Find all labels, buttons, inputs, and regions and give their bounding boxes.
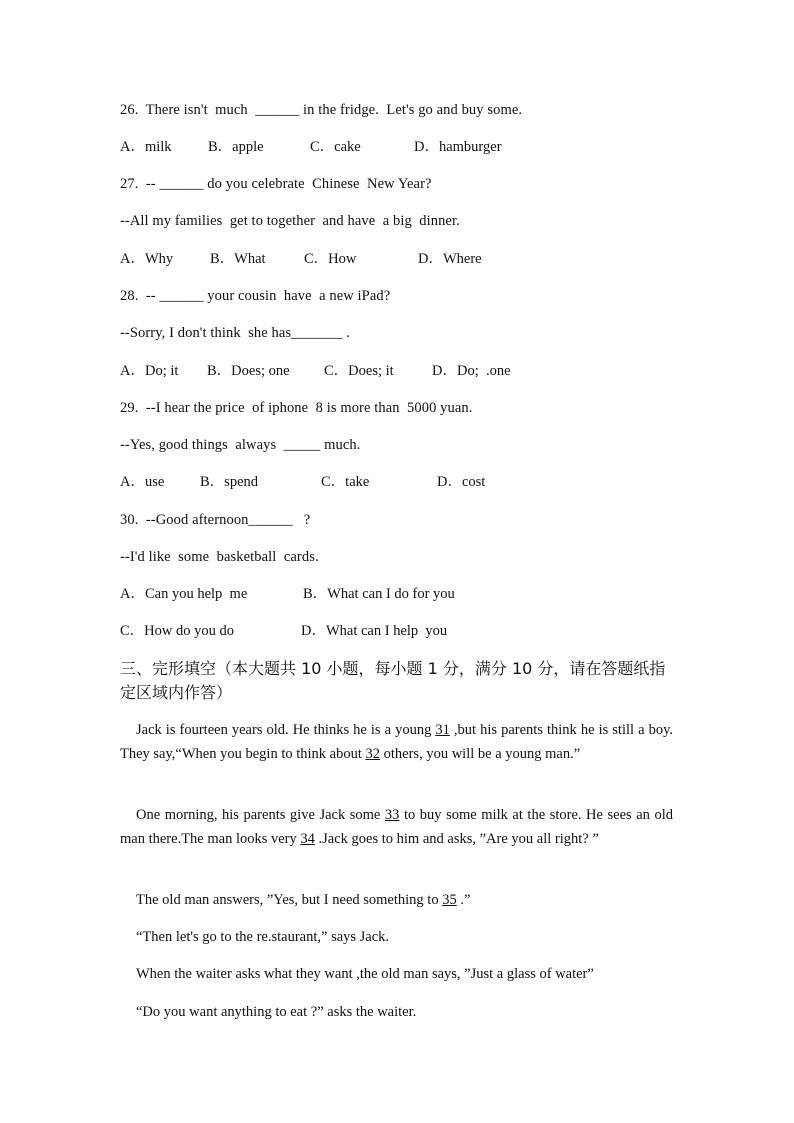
q27-option-c: C．How — [304, 251, 357, 267]
passage-paragraph-1 — [120, 718, 673, 766]
section-3-heading: 三、完形填空（本大题共 10 小题，每小题 1 分，满分 10 分，请在答题纸指定区域内作答） — [120, 659, 666, 702]
blank-32: 32 — [365, 746, 381, 762]
p5-text: When the waiter asks what they want ,the old man says, ”Just a glass of water” — [136, 966, 594, 982]
passage-paragraph-4 — [120, 925, 673, 949]
passage-paragraph-6 — [120, 1000, 673, 1024]
blank-31: 31 — [435, 722, 450, 738]
q28-option-d: D．Do; .one — [432, 363, 511, 379]
question-27-stem: 27. -- ______ do you celebrate Chinese New Year? — [120, 176, 432, 192]
p1-text-a: Jack is fourteen years old. He thinks he is a young — [136, 722, 436, 738]
q26-option-d: D．hamburger — [414, 139, 502, 155]
p6-text: “Do you want anything to eat ?” asks the waiter. — [136, 1004, 417, 1020]
q29-option-a: A．use — [120, 474, 165, 490]
question-29-stem: 29. --I hear the price of iphone 8 is more than 5000 yuan. — [120, 400, 473, 416]
q26-option-b: B．apple — [208, 139, 264, 155]
passage-paragraph-2 — [120, 803, 673, 851]
p4-text: “Then let's go to the re.staurant,” says Jack. — [136, 929, 390, 945]
q28-option-a: A．Do; it — [120, 363, 179, 379]
q28-option-c: C．Does; it — [324, 363, 394, 379]
q27-option-d: D．Where — [418, 251, 482, 267]
p2-text-d: .Jack goes to him and asks, ”Are you all right? ” — [314, 831, 599, 847]
q30-option-b: B．What can I do for you — [303, 586, 455, 602]
q29-option-b: B．spend — [200, 474, 258, 490]
question-30-dialog: --I'd like some basketball cards. — [120, 549, 319, 565]
p2-text-a: One morning, his parents give Jack some — [136, 807, 385, 823]
q28-option-b: B．Does; one — [207, 363, 290, 379]
p3-text-c: .” — [456, 892, 471, 908]
question-28-stem: 28. -- ______ your cousin have a new iPad? — [120, 288, 391, 304]
q30-option-d: D．What can I help you — [301, 623, 448, 639]
q26-option-a: A．milk — [120, 139, 172, 155]
passage-paragraph-3 — [120, 888, 673, 912]
question-30-stem: 30. --Good afternoon______ ? — [120, 512, 311, 528]
question-29-dialog: --Yes, good things always _____ much. — [120, 437, 361, 453]
p1-text-d: others, you will be a young man.” — [380, 746, 581, 762]
blank-33: 33 — [384, 807, 400, 823]
q27-option-a: A．Why — [120, 251, 174, 267]
question-27-dialog: --All my families get to together and have a big dinner. — [120, 213, 460, 229]
q29-option-d: D．cost — [437, 474, 486, 490]
blank-35: 35 — [442, 892, 457, 908]
q30-option-c: C．How do you do — [120, 623, 234, 639]
q27-option-b: B．What — [210, 251, 266, 267]
question-26-stem: 26. There isn't much ______ in the fridge. Let's go and buy some. — [120, 102, 523, 118]
question-28-dialog: --Sorry, I don't think she has_______ . — [120, 325, 350, 341]
p1-text-c: ,but his parents think he is still a boy. They say,“When you begin to think about — [120, 722, 673, 762]
q29-option-c: C．take — [321, 474, 370, 490]
passage-paragraph-5 — [120, 962, 673, 986]
p2-text-c: to buy some milk at the store. He sees an old man there.The man looks very — [120, 807, 673, 847]
p3-text-a: The old man answers, ”Yes, but I need something to — [136, 892, 443, 908]
q30-option-a: A．Can you help me — [120, 586, 248, 602]
q26-option-c: C．cake — [310, 139, 361, 155]
blank-34: 34 — [300, 831, 315, 847]
